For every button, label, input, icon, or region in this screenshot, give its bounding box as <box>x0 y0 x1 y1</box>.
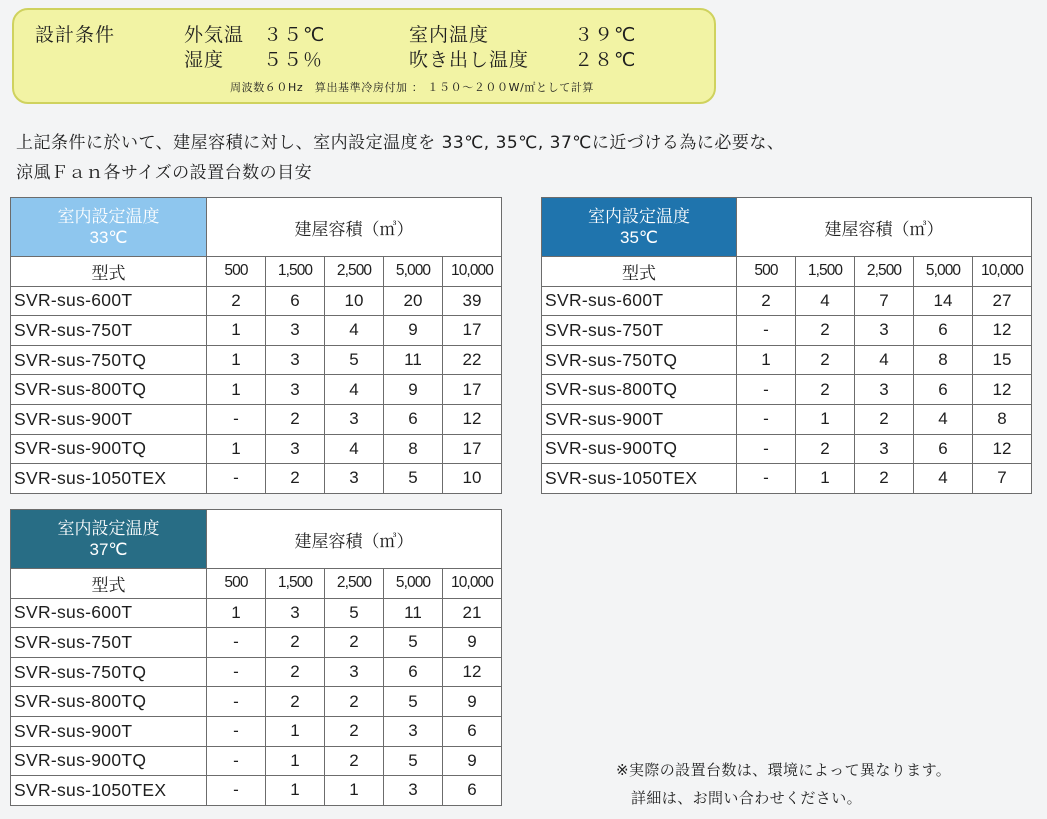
model-name-cell: SVR-sus-900TQ <box>11 434 207 464</box>
table-33c-row <box>11 316 502 346</box>
unit-count-cell: 4 <box>914 404 973 434</box>
model-name-cell: SVR-sus-900T <box>11 404 207 434</box>
intro-line-2: 涼風Ｆａｎ各サイズの設置台数の目安 <box>16 163 313 183</box>
unit-count-cell: 2 <box>266 657 325 687</box>
table-33c-row <box>11 286 502 316</box>
unit-count-cell: 3 <box>384 776 443 806</box>
unit-count-cell: 3 <box>266 316 325 346</box>
design-conditions-box <box>12 8 716 104</box>
outlet-temp-label: 吹き出し温度 <box>409 49 530 71</box>
table-35c-volume-500: 500 <box>737 257 796 287</box>
model-name-cell: SVR-sus-600T <box>11 286 207 316</box>
table-35c-row <box>542 316 1032 346</box>
unit-count-cell: 6 <box>266 286 325 316</box>
unit-count-cell: 4 <box>855 345 914 375</box>
unit-count-cell: 8 <box>384 434 443 464</box>
table-37c-volume-1500: 1,500 <box>266 569 325 599</box>
unit-count-cell: 8 <box>973 404 1032 434</box>
unit-count-cell: 1 <box>266 776 325 806</box>
unit-count-cell: 6 <box>384 657 443 687</box>
table-35c-volume-header: 建屋容積（㎥） <box>737 198 1032 257</box>
model-name-cell: SVR-sus-750TQ <box>11 657 207 687</box>
unit-count-cell: 2 <box>796 434 855 464</box>
calculation-note: 周波数６０Hz 算出基準冷房付加 ： １５０〜２００W/㎡として計算 <box>230 81 595 94</box>
unit-count-cell: - <box>737 404 796 434</box>
table-33c <box>10 197 502 494</box>
table-35c-model-header: 型式 <box>542 257 737 287</box>
model-name-cell: SVR-sus-900T <box>542 404 737 434</box>
unit-count-cell: 6 <box>914 375 973 405</box>
unit-count-cell: 2 <box>796 375 855 405</box>
unit-count-cell: 22 <box>443 345 502 375</box>
unit-count-cell: 4 <box>914 464 973 494</box>
unit-count-cell: 9 <box>384 316 443 346</box>
table-37c <box>10 509 502 806</box>
table-35c-title-cell <box>542 198 737 257</box>
unit-count-cell: 3 <box>384 716 443 746</box>
unit-count-cell: - <box>207 628 266 658</box>
model-name-cell: SVR-sus-800TQ <box>542 375 737 405</box>
model-name-cell: SVR-sus-750T <box>542 316 737 346</box>
unit-count-cell: 1 <box>796 464 855 494</box>
unit-count-cell: 4 <box>796 286 855 316</box>
unit-count-cell: - <box>207 687 266 717</box>
table-37c-row <box>11 657 502 687</box>
table-37c-row <box>11 776 502 806</box>
table-33c-volume-10000: 10,000 <box>443 257 502 287</box>
unit-count-cell: - <box>207 746 266 776</box>
unit-count-cell: 15 <box>973 345 1032 375</box>
table-35c-volume-5000: 5,000 <box>914 257 973 287</box>
unit-count-cell: 3 <box>325 657 384 687</box>
unit-count-cell: 3 <box>325 404 384 434</box>
table-35c-volume-2500: 2,500 <box>855 257 914 287</box>
outdoor-temp-value: ３５℃ <box>263 24 326 46</box>
table-33c-volume-2500: 2,500 <box>325 257 384 287</box>
unit-count-cell: - <box>737 434 796 464</box>
table-35c-title-line2: 35℃ <box>619 228 658 247</box>
unit-count-cell: 3 <box>855 434 914 464</box>
unit-count-cell: - <box>737 375 796 405</box>
unit-count-cell: 11 <box>384 345 443 375</box>
model-name-cell: SVR-sus-800TQ <box>11 687 207 717</box>
table-33c-title-cell <box>11 198 207 257</box>
table-35c-volume-1500: 1,500 <box>796 257 855 287</box>
model-name-cell: SVR-sus-750TQ <box>542 345 737 375</box>
unit-count-cell: 4 <box>325 316 384 346</box>
unit-count-cell: - <box>207 404 266 434</box>
unit-count-cell: 12 <box>973 434 1032 464</box>
unit-count-cell: 3 <box>855 375 914 405</box>
unit-count-cell: 2 <box>266 687 325 717</box>
unit-count-cell: 12 <box>443 657 502 687</box>
unit-count-cell: 5 <box>325 598 384 628</box>
unit-count-cell: 6 <box>914 434 973 464</box>
table-35c-row <box>542 286 1032 316</box>
unit-count-cell: 2 <box>266 628 325 658</box>
model-name-cell: SVR-sus-800TQ <box>11 375 207 405</box>
table-37c-row <box>11 628 502 658</box>
footnote-line-2: 詳細は、お問い合わせください。 <box>631 789 863 807</box>
unit-count-cell: 21 <box>443 598 502 628</box>
unit-count-cell: 17 <box>443 434 502 464</box>
unit-count-cell: 5 <box>325 345 384 375</box>
unit-count-cell: 1 <box>207 375 266 405</box>
unit-count-cell: 6 <box>443 716 502 746</box>
model-name-cell: SVR-sus-900TQ <box>542 434 737 464</box>
table-33c-row <box>11 345 502 375</box>
unit-count-cell: 9 <box>443 746 502 776</box>
model-name-cell: SVR-sus-600T <box>11 598 207 628</box>
outdoor-temp-label: 外気温 <box>184 24 245 46</box>
model-name-cell: SVR-sus-1050TEX <box>11 776 207 806</box>
unit-count-cell: 5 <box>384 628 443 658</box>
unit-count-cell: 3 <box>266 375 325 405</box>
unit-count-cell: 2 <box>737 286 796 316</box>
unit-count-cell: 12 <box>973 375 1032 405</box>
unit-count-cell: 10 <box>443 464 502 494</box>
conditions-heading: 設計条件 <box>35 24 116 46</box>
unit-count-cell: 1 <box>207 345 266 375</box>
model-name-cell: SVR-sus-900TQ <box>11 746 207 776</box>
table-35c-volume-10000: 10,000 <box>973 257 1032 287</box>
unit-count-cell: 17 <box>443 316 502 346</box>
unit-count-cell: 5 <box>384 746 443 776</box>
humidity-label: 湿度 <box>184 49 225 71</box>
table-33c-title-line1: 室内設定温度 <box>57 207 160 226</box>
unit-count-cell: 2 <box>796 345 855 375</box>
unit-count-cell: 12 <box>973 316 1032 346</box>
unit-count-cell: 1 <box>796 404 855 434</box>
model-name-cell: SVR-sus-900T <box>11 716 207 746</box>
unit-count-cell: 1 <box>737 345 796 375</box>
table-33c-volume-1500: 1,500 <box>266 257 325 287</box>
model-name-cell: SVR-sus-750TQ <box>11 345 207 375</box>
table-37c-row <box>11 716 502 746</box>
table-37c-title-cell <box>11 510 207 569</box>
unit-count-cell: - <box>207 657 266 687</box>
unit-count-cell: - <box>207 776 266 806</box>
table-33c-row <box>11 434 502 464</box>
table-37c-title-line1: 室内設定温度 <box>57 519 160 538</box>
indoor-temp-label: 室内温度 <box>409 24 490 46</box>
unit-count-cell: 2 <box>855 464 914 494</box>
model-name-cell: SVR-sus-600T <box>542 286 737 316</box>
model-name-cell: SVR-sus-750T <box>11 628 207 658</box>
unit-count-cell: - <box>207 716 266 746</box>
unit-count-cell: 6 <box>384 404 443 434</box>
unit-count-cell: 1 <box>266 716 325 746</box>
table-37c-row <box>11 598 502 628</box>
table-33c-model-header: 型式 <box>11 257 207 287</box>
model-name-cell: SVR-sus-750T <box>11 316 207 346</box>
unit-count-cell: 2 <box>796 316 855 346</box>
unit-count-cell: 39 <box>443 286 502 316</box>
unit-count-cell: - <box>737 464 796 494</box>
table-37c-model-header: 型式 <box>11 569 207 599</box>
unit-count-cell: 3 <box>266 598 325 628</box>
unit-count-cell: 7 <box>855 286 914 316</box>
table-35c-title-line1: 室内設定温度 <box>588 207 690 226</box>
table-35c-row <box>542 404 1032 434</box>
unit-count-cell: 2 <box>855 404 914 434</box>
unit-count-cell: - <box>207 464 266 494</box>
table-33c-volume-5000: 5,000 <box>384 257 443 287</box>
unit-count-cell: 17 <box>443 375 502 405</box>
table-37c-row <box>11 746 502 776</box>
unit-count-cell: 3 <box>855 316 914 346</box>
table-37c-volume-header: 建屋容積（㎥） <box>207 510 502 569</box>
unit-count-cell: 2 <box>207 286 266 316</box>
unit-count-cell: 27 <box>973 286 1032 316</box>
table-35c-row <box>542 434 1032 464</box>
indoor-temp-value: ３９℃ <box>574 24 637 46</box>
unit-count-cell: 11 <box>384 598 443 628</box>
table-37c-row <box>11 687 502 717</box>
unit-count-cell: 8 <box>914 345 973 375</box>
unit-count-cell: 3 <box>325 464 384 494</box>
unit-count-cell: 1 <box>325 776 384 806</box>
unit-count-cell: 2 <box>266 404 325 434</box>
model-name-cell: SVR-sus-1050TEX <box>11 464 207 494</box>
table-35c-row <box>542 375 1032 405</box>
table-37c-volume-10000: 10,000 <box>443 569 502 599</box>
unit-count-cell: 5 <box>384 464 443 494</box>
table-37c-volume-500: 500 <box>207 569 266 599</box>
unit-count-cell: 9 <box>443 687 502 717</box>
table-33c-volume-500: 500 <box>207 257 266 287</box>
table-33c-row <box>11 464 502 494</box>
unit-count-cell: 4 <box>325 375 384 405</box>
unit-count-cell: 10 <box>325 286 384 316</box>
unit-count-cell: 4 <box>325 434 384 464</box>
outlet-temp-value: ２８℃ <box>574 49 637 71</box>
footnote-line-1: ※実際の設置台数は、環境によって異なります。 <box>616 761 952 779</box>
table-37c-volume-5000: 5,000 <box>384 569 443 599</box>
table-35c-row <box>542 345 1032 375</box>
unit-count-cell: 3 <box>266 434 325 464</box>
unit-count-cell: 14 <box>914 286 973 316</box>
unit-count-cell: 2 <box>325 687 384 717</box>
table-37c-volume-2500: 2,500 <box>325 569 384 599</box>
unit-count-cell: 9 <box>443 628 502 658</box>
unit-count-cell: 1 <box>207 598 266 628</box>
unit-count-cell: 2 <box>325 746 384 776</box>
unit-count-cell: 5 <box>384 687 443 717</box>
table-35c-row <box>542 464 1032 494</box>
unit-count-cell: - <box>737 316 796 346</box>
table-33c-row <box>11 375 502 405</box>
unit-count-cell: 2 <box>325 628 384 658</box>
unit-count-cell: 3 <box>266 345 325 375</box>
unit-count-cell: 7 <box>973 464 1032 494</box>
table-37c-title-line2: 37℃ <box>89 540 128 559</box>
intro-line-1: 上記条件に於いて、建屋容積に対し、室内設定温度を 33℃, 35℃, 37℃に近づける為に必要な、 <box>16 133 785 153</box>
model-name-cell: SVR-sus-1050TEX <box>542 464 737 494</box>
table-33c-row <box>11 404 502 434</box>
unit-count-cell: 1 <box>207 316 266 346</box>
unit-count-cell: 2 <box>325 716 384 746</box>
table-35c <box>541 197 1032 494</box>
table-33c-title-line2: 33℃ <box>89 228 128 247</box>
unit-count-cell: 6 <box>914 316 973 346</box>
humidity-value: ５５％ <box>263 49 324 71</box>
unit-count-cell: 20 <box>384 286 443 316</box>
unit-count-cell: 2 <box>266 464 325 494</box>
unit-count-cell: 1 <box>266 746 325 776</box>
table-33c-volume-header: 建屋容積（㎥） <box>207 198 502 257</box>
unit-count-cell: 12 <box>443 404 502 434</box>
unit-count-cell: 1 <box>207 434 266 464</box>
unit-count-cell: 6 <box>443 776 502 806</box>
unit-count-cell: 9 <box>384 375 443 405</box>
